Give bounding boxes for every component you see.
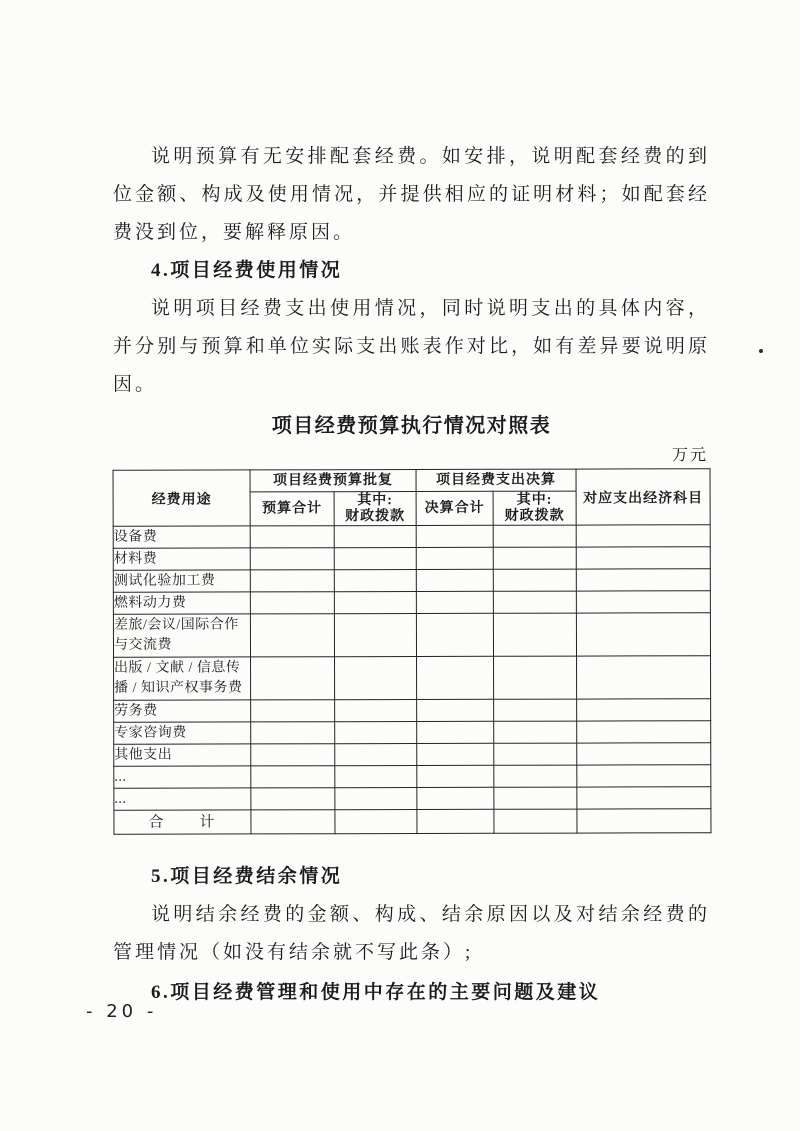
table-cell-empty — [493, 547, 576, 569]
table-cell-empty — [335, 809, 417, 833]
paragraph-matching-funds: 说明预算有无安排配套经费。如安排，说明配套经费的到位金额、构成及使用情况，并提供相应的证明材料；如配套经费没到位，要解释原因。 — [113, 146, 710, 243]
table-cell-empty — [577, 721, 711, 743]
table-title: 项目经费预算执行情况对照表 — [271, 415, 552, 437]
scan-speck — [759, 349, 763, 353]
table-cell-empty — [494, 743, 577, 765]
table-cell-empty — [335, 656, 417, 699]
header-final-group: 项目经费支出决算 — [416, 469, 576, 491]
table-cell-empty — [251, 700, 335, 722]
paragraph-section-4: 说明项目经费支出使用情况，同时说明支出的具体内容，并分别与预算和单位实际支出账表作对比，如有差异要说明原因。 — [113, 298, 710, 395]
table-cell-empty — [250, 592, 334, 614]
table-cell-empty — [334, 547, 416, 569]
table-cell-empty — [493, 525, 576, 547]
table-cell-empty — [250, 570, 334, 592]
header-econ-subject: 对应支出经济科目 — [576, 469, 710, 525]
header-budget-fiscal: 其中: 财政拨款 — [334, 491, 416, 525]
paragraph-section-5: 说明结余经费的金额、构成、结余原因以及对结余经费的管理情况（如没有结余就不写此条）; — [113, 904, 710, 963]
table-cell-empty — [416, 613, 493, 656]
table-cell-empty — [335, 743, 417, 765]
table-cell-empty — [335, 721, 417, 743]
table-cell-empty — [494, 656, 577, 699]
row-label: 差旅/会议/国际合作与交流费 — [113, 614, 250, 657]
table-cell-empty — [416, 591, 493, 613]
table-cell-empty — [417, 656, 494, 699]
table-cell-empty — [577, 699, 711, 721]
table-row-expert-consult — [114, 721, 711, 745]
section-6-heading: 6.项目经费管理和使用中存在的主要问题及建议 — [151, 982, 601, 1003]
table-row-materials — [113, 547, 710, 571]
table-cell-empty — [416, 569, 493, 591]
table-cell-empty — [577, 765, 711, 787]
table-cell-empty — [416, 547, 493, 569]
table-row-other — [114, 743, 711, 767]
table-cell-empty — [251, 657, 335, 700]
row-label: ... — [114, 766, 251, 788]
table-cell-empty — [577, 809, 711, 833]
row-label: 燃料动力费 — [113, 592, 250, 614]
row-label: 材料费 — [113, 548, 250, 570]
budget-execution-table — [113, 468, 712, 835]
table-cell-empty — [577, 656, 711, 699]
table-cell-empty — [576, 525, 710, 547]
table-row-fuel-power — [113, 591, 710, 615]
row-label: 劳务费 — [114, 700, 251, 722]
table-header-group-row — [113, 469, 710, 493]
section-4-heading: 4.项目经费使用情况 — [151, 260, 343, 281]
section-5-heading: 5.项目经费结余情况 — [151, 866, 343, 887]
table-cell-empty — [494, 809, 577, 833]
table-cell-empty — [335, 765, 417, 787]
table-cell-empty — [251, 810, 335, 834]
row-label: 设备费 — [113, 526, 250, 548]
table-cell-empty — [417, 787, 494, 809]
table-cell-empty — [334, 525, 416, 547]
table-row-labor — [114, 699, 711, 723]
row-label: 其他支出 — [114, 744, 251, 766]
table-cell-empty — [417, 809, 494, 833]
table-row-testing — [113, 569, 710, 593]
table-cell-empty — [250, 614, 334, 657]
table-cell-empty — [494, 787, 577, 809]
table-cell-empty — [417, 721, 494, 743]
table-cell-empty — [417, 743, 494, 765]
table-cell-empty — [576, 591, 710, 613]
table-cell-empty — [493, 613, 576, 656]
table-cell-empty — [251, 766, 335, 788]
table-cell-empty — [493, 591, 576, 613]
table-cell-empty — [493, 569, 576, 591]
table-row-total — [114, 809, 711, 835]
table-cell-empty — [494, 699, 577, 721]
row-label-total: 合 计 — [114, 810, 251, 834]
table-row-ellipsis-1 — [114, 765, 711, 789]
table-cell-empty — [251, 722, 335, 744]
header-final-fiscal: 其中: 财政拨款 — [493, 491, 576, 525]
table-cell-empty — [576, 547, 710, 569]
table-cell-empty — [576, 613, 710, 656]
table-row-ellipsis-2 — [114, 787, 711, 811]
table-cell-empty — [335, 699, 417, 721]
header-final-total: 决算合计 — [416, 491, 493, 525]
table-unit-label: 万元 — [671, 447, 708, 464]
header-budget-group: 项目经费预算批复 — [250, 469, 416, 491]
table-row-travel-conference — [113, 613, 710, 658]
table-cell-empty — [335, 787, 417, 809]
table-cell-empty — [250, 548, 334, 570]
header-budget-total: 预算合计 — [250, 492, 334, 526]
table-row-publication-ip — [114, 656, 711, 701]
row-label: ... — [114, 788, 251, 810]
table-cell-empty — [576, 569, 710, 591]
table-cell-empty — [251, 788, 335, 810]
table-cell-empty — [577, 743, 711, 765]
row-label: 专家咨询费 — [114, 722, 251, 744]
table-cell-empty — [416, 525, 493, 547]
table-cell-empty — [417, 699, 494, 721]
page-number: - 20 - — [86, 1001, 158, 1022]
table-cell-empty — [494, 765, 577, 787]
table-cell-empty — [334, 591, 416, 613]
row-label: 测试化验加工费 — [113, 570, 250, 592]
table-row-equipment — [113, 525, 710, 549]
table-cell-empty — [334, 569, 416, 591]
table-cell-empty — [334, 613, 416, 656]
table-cell-empty — [417, 765, 494, 787]
table-cell-empty — [494, 721, 577, 743]
header-usage: 经费用途 — [113, 470, 250, 526]
table-cell-empty — [250, 526, 334, 548]
row-label: 出版 / 文献 / 信息传播 / 知识产权事务费 — [114, 657, 251, 700]
table-cell-empty — [577, 787, 711, 809]
table-cell-empty — [251, 744, 335, 766]
